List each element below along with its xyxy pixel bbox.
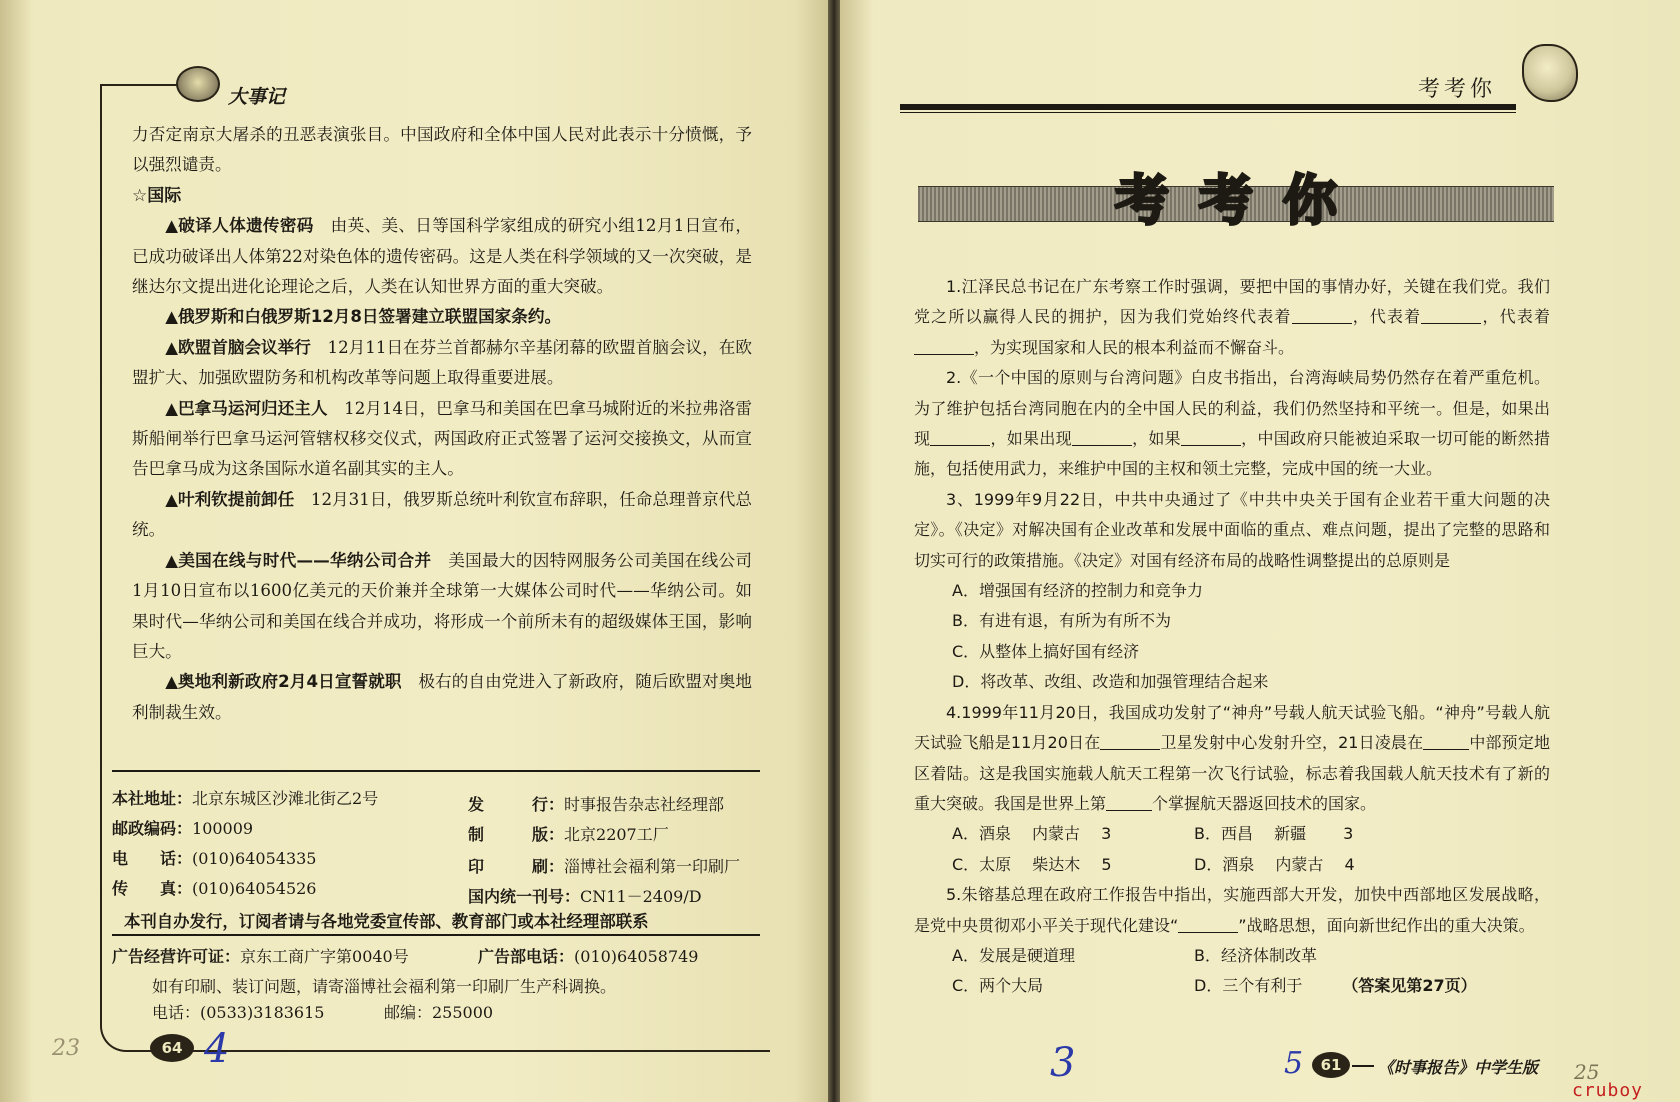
answer-blank[interactable] bbox=[914, 339, 974, 355]
q-text: ，代表着 bbox=[1481, 307, 1550, 327]
q-text: 中部预定地区着陆。这是我国实施载人航天工程第一次飞行试验，标志着我国载人航天技术有了新的重大突破。我国是世界上第 bbox=[914, 733, 1550, 813]
chronicle-item bbox=[132, 546, 752, 668]
book-gutter bbox=[828, 0, 840, 1102]
option-c[interactable]: C．从整体上搞好国有经济 bbox=[952, 641, 1140, 661]
q-text: ”战略思想，面向新世纪作出的重大决策。 bbox=[1238, 915, 1535, 935]
question-4 bbox=[914, 698, 1550, 820]
question-1 bbox=[914, 272, 1550, 363]
option-d-row bbox=[1194, 971, 1494, 1001]
chronicle-item bbox=[132, 667, 752, 728]
label: 电 话： bbox=[112, 849, 193, 868]
item-headline: ▲破译人体遗传密码 bbox=[165, 216, 314, 236]
value: 时事报告杂志社经理部 bbox=[564, 795, 725, 814]
banner-title: 考考你 bbox=[1115, 169, 1367, 232]
item-headline: ▲巴拿马运河归还主人 bbox=[165, 398, 328, 418]
answer-blank[interactable] bbox=[1292, 308, 1352, 324]
label: 发 行： bbox=[468, 795, 565, 814]
item-text: 美国最大的因特网服务公司美国在线公司1月10日宣布以1600亿美元的天价兼并全球第一大媒体公司时代——华纳公司。如果时代—华纳公司和美国在线合并成功，将形成一个前所未有的超级媒体王国，影响巨大。 bbox=[132, 550, 753, 661]
answer-blank[interactable] bbox=[1072, 430, 1132, 446]
answer-blank[interactable] bbox=[1100, 734, 1160, 750]
header-rule bbox=[900, 104, 1516, 110]
q-text: ，为实现国家和人民的根本利益而不懈奋斗。 bbox=[974, 337, 1295, 357]
value: 京东工商广字第0040号 bbox=[240, 947, 409, 966]
footer-rule bbox=[1352, 1065, 1374, 1067]
option-b[interactable]: B．经济体制改革 bbox=[1194, 945, 1317, 965]
label: 广告经营许可证： bbox=[112, 947, 241, 966]
handwritten-mark: 4 bbox=[204, 1026, 230, 1072]
option-b[interactable]: B．西昌 新疆 3 bbox=[1194, 824, 1354, 844]
question-5-options bbox=[914, 941, 1550, 1002]
question-4-options bbox=[914, 819, 1550, 880]
watermark: cruboy bbox=[1572, 1080, 1644, 1101]
handwritten-mark: 5 bbox=[1284, 1046, 1304, 1081]
imprint-divider bbox=[112, 770, 760, 772]
q-text: ，如果 bbox=[1131, 429, 1181, 449]
imprint-fax bbox=[112, 876, 316, 899]
value: 北京2207工厂 bbox=[564, 825, 669, 844]
item-text: 12月31日，俄罗斯总统叶利钦宣布辞职，任命总理普京代总统。 bbox=[132, 489, 752, 540]
chronicle-item bbox=[132, 394, 752, 485]
item-text: 12月11日在芬兰首都赫尔辛基闭幕的欧盟首脑会议，在欧盟扩大、加强欧盟防务和机构改革等问题上取得重要进展。 bbox=[132, 337, 753, 388]
intro-paragraph: 力否定南京大屠杀的丑恶表演张目。中国政府和全体中国人民对此表示十分愤慨，予以强烈谴责。 bbox=[132, 125, 752, 175]
answer-blank[interactable] bbox=[1421, 308, 1481, 324]
left-page-top-rule bbox=[100, 84, 180, 86]
q-text: 5.朱镕基总理在政府工作报告中指出，实施西部大开发，加快中西部地区发展战略，是党中央贯彻邓小平关于现代化建设“ bbox=[914, 885, 1550, 935]
imprint-publisher bbox=[468, 792, 724, 815]
q-text: 4.1999年11月20日，我国成功发射了“神舟”号载人航天试验飞船。“神舟”号载人航天试验飞船是11月20日在 bbox=[914, 702, 1550, 753]
header-rule-thin bbox=[900, 112, 1516, 113]
ad-license bbox=[112, 944, 409, 967]
option-a[interactable]: A．增强国有经济的控制力和竞争力 bbox=[952, 581, 1203, 601]
chronicle-item bbox=[132, 302, 752, 332]
footer-publication: 《时事报告》中学生版 bbox=[1378, 1058, 1539, 1077]
emblem-icon bbox=[176, 66, 220, 102]
option-d[interactable]: D．三个有利于 bbox=[1194, 976, 1303, 996]
q-text: 1.江泽民总书记在广东考察工作时强调，要把中国的事情办好，关键在我们党。我们党之所以赢得人民的拥护，因为我们党始终代表着 bbox=[914, 277, 1550, 327]
answer-reference: （答案见第27页） bbox=[1350, 976, 1477, 996]
factory-postcode: 邮编：255000 bbox=[384, 1003, 494, 1022]
option-a[interactable]: A．酒泉 内蒙古 3 bbox=[952, 824, 1112, 844]
item-headline: ▲奥地利新政府2月4日宣誓就职 bbox=[165, 672, 402, 692]
page-number-left: 64 bbox=[150, 1034, 194, 1062]
q-text: ，代表着 bbox=[1351, 307, 1422, 327]
q-text: ，如果出现 bbox=[990, 429, 1072, 449]
factory-phone: 电话：(0533)3183615 bbox=[152, 1003, 325, 1022]
value: (010)64058749 bbox=[574, 947, 699, 966]
label: 传 真： bbox=[112, 879, 193, 898]
question-3: 3、1999年9月22日，中共中央通过了《中共中央关于国有企业若干重大问题的决定》。《决定》对解决国有企业改革和发展中面临的重点、难点问题，提出了完整的思路和切实可行的政策措施。《决定》对国有经济布局的战略性调整提出的总原则是 bbox=[914, 489, 1550, 570]
label: 广告部电话： bbox=[478, 947, 575, 966]
item-text: 由英、美、日等国科学家组成的研究小组12月1日宣布，已成功破译出人体第22对染色体的遗传密码。这是人类在科学领域的又一次突破，是继达尔文提出进化论理论之后，人类在认知世界方面的重大突破。 bbox=[132, 216, 753, 297]
q-text: 2.《一个中国的原则与台湾问题》白皮书指出，台湾海峡局势仍然存在着严重危机。为了维护包括台湾同胞在内的全中国人民的利益，我们仍然坚持和平统一。但是，如果出现 bbox=[914, 368, 1550, 449]
value: CN11－2409/D bbox=[580, 887, 702, 906]
margin-mark: 23 bbox=[52, 1036, 80, 1061]
option-a[interactable]: A．发展是硬道理 bbox=[952, 945, 1075, 965]
imprint-postcode bbox=[112, 816, 253, 839]
value: (010)64054335 bbox=[192, 849, 317, 868]
quality-note: 如有印刷、装订问题，请寄淄博社会福利第一印刷厂生产科调换。 bbox=[152, 977, 617, 996]
page-number-right: 61 bbox=[1312, 1052, 1350, 1078]
answer-blank[interactable] bbox=[930, 430, 990, 446]
imprint-issn bbox=[468, 884, 702, 907]
page-header: 考考你 bbox=[1418, 77, 1497, 102]
label: 制 版： bbox=[468, 825, 565, 844]
answer-blank[interactable] bbox=[1106, 795, 1152, 811]
chronicle-item bbox=[132, 485, 752, 546]
item-headline: ▲美国在线与时代——华纳公司合并 bbox=[165, 550, 432, 570]
value: 北京东城区沙滩北街乙2号 bbox=[192, 789, 379, 808]
quiz-body bbox=[914, 272, 1550, 1002]
question-2 bbox=[914, 363, 1550, 485]
q-text: 个掌握航天器返回技术的国家。 bbox=[1152, 793, 1377, 813]
imprint-plate bbox=[468, 822, 669, 845]
label: 邮政编码： bbox=[112, 819, 193, 838]
value: 100009 bbox=[192, 819, 254, 838]
chronicle-item bbox=[132, 211, 752, 302]
value: (010)64054526 bbox=[192, 879, 317, 898]
subscribe-note: 本刊自办发行，订阅者请与各地党委宣传部、教育部门或本社经理部联系 bbox=[124, 912, 649, 931]
mascot-icon bbox=[1522, 44, 1578, 102]
chronicle-body bbox=[132, 120, 752, 728]
section-title: 大事记 bbox=[228, 86, 286, 108]
item-headline: ▲欧盟首脑会议举行 bbox=[165, 337, 311, 357]
option-d[interactable]: D．将改革、改组、改造和加强管理结合起来 bbox=[952, 672, 1269, 692]
question-5 bbox=[914, 880, 1550, 941]
answer-blank[interactable] bbox=[1181, 430, 1241, 446]
option-c[interactable]: C．两个大局 bbox=[952, 976, 1044, 996]
item-headline: ▲俄罗斯和白俄罗斯12月8日签署建立联盟国家条约。 bbox=[165, 307, 562, 327]
label: 本社地址： bbox=[112, 789, 193, 808]
item-text: 12月14日，巴拿马和美国在巴拿马城附近的米拉弗洛雷斯船闸举行巴拿马运河管辖权移交仪式，两国政府正式签署了运河交接换文，从而宣告巴拿马成为这条国际水道名副其实的主人。 bbox=[132, 398, 752, 479]
option-b[interactable]: B．有进有退，有所为有所不为 bbox=[952, 611, 1171, 631]
answer-blank[interactable] bbox=[1423, 734, 1469, 750]
item-headline: ▲叶利钦提前卸任 bbox=[165, 489, 295, 509]
ad-phone bbox=[478, 944, 698, 967]
label: 国内统一刊号： bbox=[468, 887, 581, 906]
imprint-address bbox=[112, 786, 378, 809]
intl-heading: ☆国际 bbox=[132, 185, 182, 206]
imprint-phone bbox=[112, 846, 316, 869]
item-text: 极右的自由党进入了新政府，随后欧盟对奥地利制裁生效。 bbox=[132, 672, 753, 722]
answer-blank[interactable] bbox=[1178, 917, 1238, 933]
handwritten-mark: 3 bbox=[1050, 1040, 1076, 1086]
chronicle-item bbox=[132, 333, 752, 394]
imprint-divider-2 bbox=[112, 934, 760, 936]
imprint-printer bbox=[468, 854, 740, 877]
value: 淄博社会福利第一印刷厂 bbox=[564, 857, 741, 876]
option-c[interactable]: C．太原 柴达木 5 bbox=[952, 854, 1112, 874]
q-text: ，中国政府只能被迫采取一切可能的断然措施，包括使用武力，来维护中国的主权和领土完整，完成中国的统一大业。 bbox=[914, 429, 1550, 479]
q-text: 卫星发射中心发射升空，21日凌晨在 bbox=[1160, 733, 1424, 753]
option-d[interactable]: D．酒泉 内蒙古 4 bbox=[1194, 854, 1355, 874]
margin-mark: 25 bbox=[1574, 1060, 1600, 1084]
label: 印 刷： bbox=[468, 857, 565, 876]
